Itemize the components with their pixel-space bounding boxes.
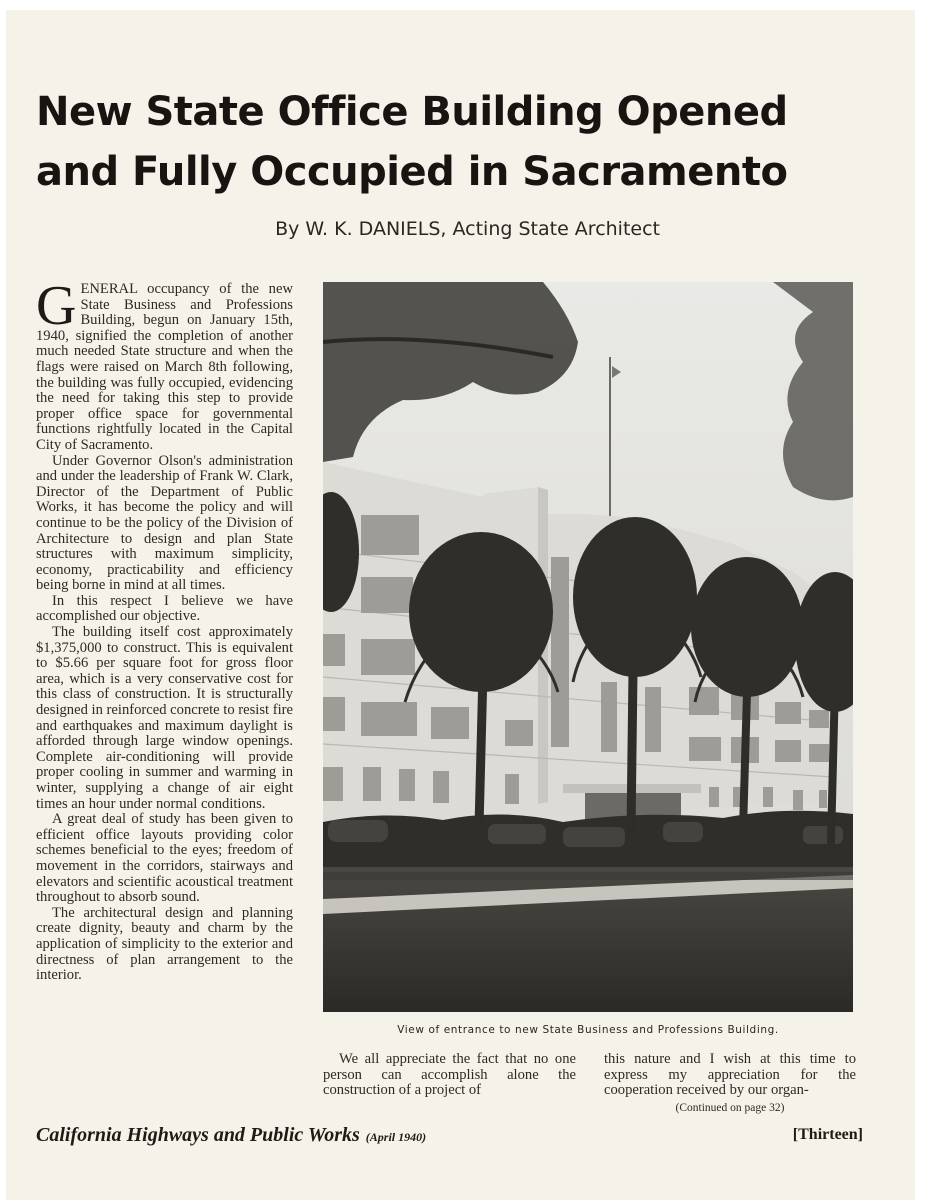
publication-date: (April 1940): [365, 1130, 427, 1144]
publication-name: California Highways and Public Works: [36, 1124, 360, 1146]
headline-line-1: New State Office Building Opened: [36, 89, 788, 135]
paragraph-3: In this respect I believe we have accomplished our objective.: [36, 592, 293, 625]
headline-line-2: and Fully Occupied in Sacramento: [36, 149, 788, 195]
byline: By W. K. DANIELS, Acting State Architect: [275, 218, 660, 240]
footer-publication: [36, 1124, 426, 1147]
right-text-column: [604, 1052, 856, 1099]
opening-paragraph: [36, 275, 293, 454]
building-photo-illustration: [323, 282, 853, 1012]
paragraph-5: A great deal of study has been given to efficient office layouts providing color schemes beneficial to the eyes; freedom of movement in the corridors, stairways and elevators and scientific acoustical treatment throughout to absorb sound.: [36, 811, 293, 906]
article-headline: [36, 82, 796, 202]
opening-paragraph-text: ENERAL occupancy of the new State Business and Professions Building, begun on January 15th, 1940, signified the completion of another much needed State structure and when the flags were raised on March 8th following, the building was fully occupied, evidencing the need for taking this step to provide proper office space for governmental functions rightfully located in the Capital City of Sacramento.: [36, 281, 293, 453]
left-text-column: [36, 275, 293, 984]
photo-caption: View of entrance to new State Business and Professions Building.: [397, 1024, 779, 1036]
paragraph-8: this nature and I wish at this time to express my appreciation for the cooperation received by our organ-: [604, 1051, 856, 1099]
drop-cap: G: [36, 275, 77, 337]
paragraph-7: We all appreciate the fact that no one person can accomplish alone the construction of a project of: [323, 1051, 576, 1099]
paragraph-4: The building itself cost approximately $1,375,000 to construct. This is equivalent to $5.66 per square foot for gross floor area, which is a very conservative cost for this class of construction. It is structurally designed in reinforced concrete to resist fire and earthquakes and maximum daylight is afforded through large window openings. Complete air-conditioning will provide proper cooling in summer and warming in winter, supplying a change of air eight times an hour under normal conditions.: [36, 624, 293, 812]
building-photo: [323, 282, 853, 1012]
middle-text-column: [323, 1052, 576, 1099]
paragraph-6: The architectural design and planning create dignity, beauty and charm by the application of simplicity to the exterior and directness of plan arrangement to the interior.: [36, 904, 293, 984]
continued-note: (Continued on page 32): [675, 1102, 785, 1114]
paragraph-2: Under Governor Olson's administration and under the leadership of Frank W. Clark, Director of the Department of Public Works, it has become the policy and will continue to be the policy of the Division of Architecture to design and plan State structures with maximum simplicity, economy, practicability and efficiency being borne in mind at all times.: [36, 452, 293, 594]
page-number: [Thirteen]: [792, 1126, 863, 1143]
